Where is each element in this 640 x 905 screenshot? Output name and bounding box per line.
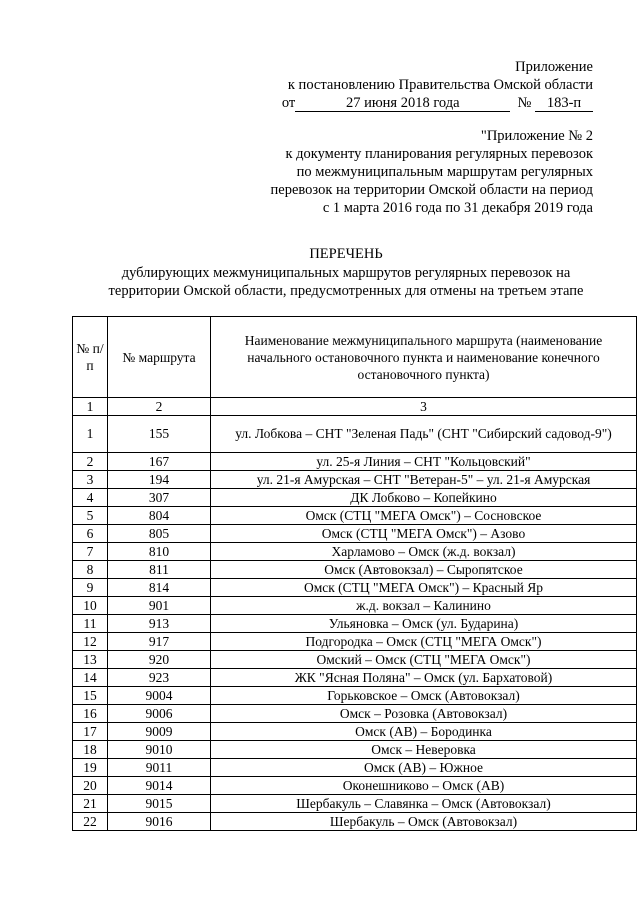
- table-row: [73, 561, 637, 579]
- row-index: 10: [73, 597, 108, 615]
- table-row: [73, 777, 637, 795]
- route-number: 811: [108, 561, 211, 579]
- route-name: ЖК "Ясная Поляна" – Омск (ул. Бархатовой): [211, 669, 637, 687]
- table-row: [73, 633, 637, 651]
- table-row: [73, 489, 637, 507]
- route-number: 901: [108, 597, 211, 615]
- row-index: 11: [73, 615, 108, 633]
- route-number: 9016: [108, 813, 211, 831]
- route-number: 814: [108, 579, 211, 597]
- table-row: [73, 471, 637, 489]
- table-row: [73, 687, 637, 705]
- table-row: [73, 525, 637, 543]
- route-number: 307: [108, 489, 211, 507]
- route-name: ул. 21-я Амурская – СНТ "Ветеран-5" – ул. 21-я Амурская: [211, 471, 637, 489]
- column-number: 3: [211, 398, 637, 416]
- route-name: Ульяновка – Омск (ул. Бударина): [211, 615, 637, 633]
- route-name: Горьковское – Омск (Автовокзал): [211, 687, 637, 705]
- route-name: ж.д. вокзал – Калинино: [211, 597, 637, 615]
- route-name: Подгородка – Омск (СТЦ "МЕГА Омск"): [211, 633, 637, 651]
- row-index: 18: [73, 741, 108, 759]
- approval-header: [282, 58, 593, 112]
- appendix-line: с 1 марта 2016 года по 31 декабря 2019 года: [322, 200, 593, 216]
- route-name: Оконешниково – Омск (АВ): [211, 777, 637, 795]
- title-line: дублирующих межмуниципальных маршрутов регулярных перевозок на: [121, 265, 571, 281]
- row-index: 19: [73, 759, 108, 777]
- route-name: Омск (СТЦ "МЕГА Омск") – Сосновское: [211, 507, 637, 525]
- row-index: 6: [73, 525, 108, 543]
- route-number: 9004: [108, 687, 211, 705]
- route-name: Омск (АВ) – Бородинка: [211, 723, 637, 741]
- route-name: Омск – Неверовка: [211, 741, 637, 759]
- table-row: [73, 416, 637, 453]
- title-heading: ПЕРЕЧЕНЬ: [309, 246, 383, 262]
- route-name: Омск (АВ) – Южное: [211, 759, 637, 777]
- table-row: [73, 453, 637, 471]
- row-index: 7: [73, 543, 108, 561]
- route-number: 167: [108, 453, 211, 471]
- route-number: 9010: [108, 741, 211, 759]
- table-header-row: [73, 317, 637, 398]
- row-index: 5: [73, 507, 108, 525]
- route-number: 155: [108, 416, 211, 453]
- route-number: 9011: [108, 759, 211, 777]
- route-number: 923: [108, 669, 211, 687]
- row-index: 8: [73, 561, 108, 579]
- decree-date: 27 июня 2018 года: [295, 95, 510, 112]
- row-index: 2: [73, 453, 108, 471]
- row-index: 13: [73, 651, 108, 669]
- row-index: 4: [73, 489, 108, 507]
- routes-table: [72, 316, 637, 831]
- route-number: 920: [108, 651, 211, 669]
- route-number: 194: [108, 471, 211, 489]
- route-name: Омск (Автовокзал) – Сыропятское: [211, 561, 637, 579]
- appendix-line: по межмуниципальным маршрутам регулярных: [296, 164, 593, 180]
- table-row: [73, 723, 637, 741]
- row-index: 21: [73, 795, 108, 813]
- document-title: [60, 245, 632, 300]
- header-route-number: № маршрута: [108, 317, 211, 398]
- route-name: ул. Лобкова – СНТ "Зеленая Падь" (СНТ "Сибирский садовод-9"): [211, 416, 637, 453]
- route-number: 9015: [108, 795, 211, 813]
- row-index: 9: [73, 579, 108, 597]
- table-row: [73, 759, 637, 777]
- table-row: [73, 669, 637, 687]
- row-index: 14: [73, 669, 108, 687]
- route-name: Омск (СТЦ "МЕГА Омск") – Красный Яр: [211, 579, 637, 597]
- table-row: [73, 741, 637, 759]
- route-name: ул. 25-я Линия – СНТ "Кольцовский": [211, 453, 637, 471]
- title-line: территории Омской области, предусмотренных для отмены на третьем этапе: [108, 283, 584, 299]
- appendix-line: "Приложение № 2: [480, 128, 593, 144]
- approval-title: Приложение: [515, 59, 593, 75]
- table-row: [73, 813, 637, 831]
- route-number: 913: [108, 615, 211, 633]
- row-index: 1: [73, 416, 108, 453]
- row-index: 15: [73, 687, 108, 705]
- route-name: Шербакуль – Омск (Автовокзал): [211, 813, 637, 831]
- table-body: [73, 398, 637, 831]
- route-number: 804: [108, 507, 211, 525]
- table-row: [73, 705, 637, 723]
- from-label: от: [281, 95, 296, 111]
- column-number: 2: [108, 398, 211, 416]
- row-index: 3: [73, 471, 108, 489]
- approval-decree: к постановлению Правительства Омской области: [287, 77, 593, 93]
- route-number: 9009: [108, 723, 211, 741]
- route-number: 810: [108, 543, 211, 561]
- header-route-name: Наименование межмуниципального маршрута (наименование начального остановочного пункта и наименование конечного остановочного пункта): [211, 317, 637, 398]
- table-row: [73, 795, 637, 813]
- table-row: [73, 507, 637, 525]
- row-index: 17: [73, 723, 108, 741]
- decree-number: 183-п: [535, 95, 593, 112]
- route-name: ДК Лобково – Копейкино: [211, 489, 637, 507]
- row-index: 22: [73, 813, 108, 831]
- route-name: Омск (СТЦ "МЕГА Омск") – Азово: [211, 525, 637, 543]
- route-name: Шербакуль – Славянка – Омск (Автовокзал): [211, 795, 637, 813]
- appendix-line: перевозок на территории Омской области на период: [270, 182, 593, 198]
- appendix-header: [271, 127, 593, 217]
- route-name: Харламово – Омск (ж.д. вокзал): [211, 543, 637, 561]
- table-row: [73, 543, 637, 561]
- table-row: [73, 615, 637, 633]
- header-index: № п/п: [73, 317, 108, 398]
- row-index: 16: [73, 705, 108, 723]
- route-name: Омск – Розовка (Автовокзал): [211, 705, 637, 723]
- row-index: 12: [73, 633, 108, 651]
- route-number: 9014: [108, 777, 211, 795]
- row-index: 20: [73, 777, 108, 795]
- column-number: 1: [73, 398, 108, 416]
- table-row: [73, 651, 637, 669]
- route-number: 9006: [108, 705, 211, 723]
- route-number: 917: [108, 633, 211, 651]
- route-number: 805: [108, 525, 211, 543]
- number-label: №: [517, 95, 532, 111]
- approval-date-line: [282, 94, 593, 112]
- appendix-line: к документу планирования регулярных перевозок: [285, 146, 593, 162]
- column-numbers-row: [73, 398, 637, 416]
- table-row: [73, 597, 637, 615]
- route-name: Омский – Омск (СТЦ "МЕГА Омск"): [211, 651, 637, 669]
- table-row: [73, 579, 637, 597]
